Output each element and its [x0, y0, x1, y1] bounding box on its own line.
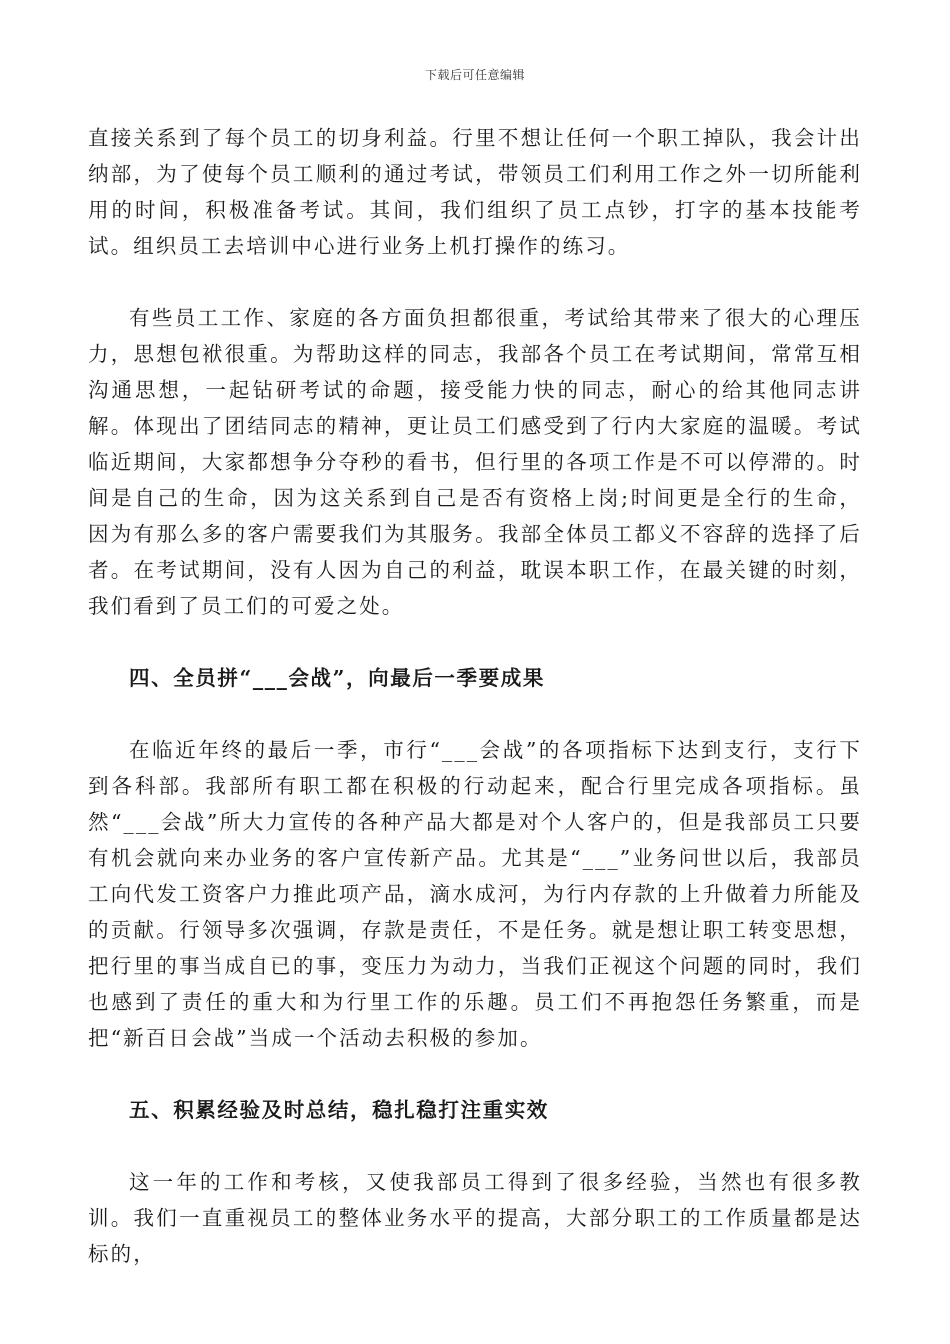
paragraph-spacer	[88, 1128, 862, 1164]
page-header-note: 下载后可任意编辑	[424, 68, 525, 82]
paragraph-spacer	[88, 264, 862, 300]
section-heading-four: 四、全员拼“___会战”，向最后一季要成果	[129, 666, 545, 690]
section-heading-five: 五、积累经验及时总结，稳扎稳打注重实效	[129, 1098, 549, 1122]
paragraph-spacer	[88, 624, 862, 660]
paragraph-spacer	[88, 696, 862, 732]
paragraph-spacer	[88, 1056, 862, 1092]
paragraph-exam-preparation: 直接关系到了每个员工的切身利益。行里不想让任何一个职工掉队，我会计出纳部，为了使每个员工顺利的通过考试，带领员工们利用工作之外一切所能利用的时间，积极准备考试。其间，我们组织了员工点钞，打字的基本技能考试。组织员工去培训中心进行业务上机打操作的练习。	[88, 126, 862, 258]
paragraph-employee-support: 有些员工工作、家庭的各方面负担都很重，考试给其带来了很大的心理压力，思想包袱很重。为帮助这样的同志，我部各个员工在考试期间，常常互相沟通思想，一起钻研考试的命题，接受能力快的同志，耐心的给其他同志讲解。体现出了团结同志的精神，更让员工们感受到了行内大家庭的温暖。考试临近期间，大家都想争分夺秒的看书，但行里的各项工作是不可以停滞的。时间是自己的生命，因为这关系到自己是否有资格上岗;时间更是全行的生命，因为有那么多的客户需要我们为其服务。我部全体员工都义不容辞的选择了后者。在考试期间，没有人因为自己的利益，耽误本职工作，在最关键的时刻，我们看到了员工们的可爱之处。	[88, 306, 862, 618]
paragraph-campaign: 在临近年终的最后一季，市行“___会战”的各项指标下达到支行，支行下到各科部。我部所有职工都在积极的行动起来，配合行里完成各项指标。虽然“___会战”所大力宣传的各种产品大都是对个人客户的，但是我部员工只要有机会就向来办业务的客户宣传新产品。尤其是“___”业务问世以后，我部员工向代发工资客户力推此项产品，滴水成河，为行内存款的上升做着力所能及的贡献。行领导多次强调，存款是责任，不是任务。就是想让职工转变思想，把行里的事当成自已的事，变压力为动力，当我们正视这个问题的同时，我们也感到了责任的重大和为行里工作的乐趣。员工们不再抱怨任务繁重，而是把“新百日会战”当成一个活动去积极的参加。	[88, 738, 862, 1050]
document-body	[88, 120, 862, 1272]
paragraph-experience-summary: 这一年的工作和考核，又使我部员工得到了很多经验，当然也有很多教训。我们一直重视员工的整体业务水平的提高，大部分职工的工作质量都是达标的，	[88, 1170, 862, 1266]
